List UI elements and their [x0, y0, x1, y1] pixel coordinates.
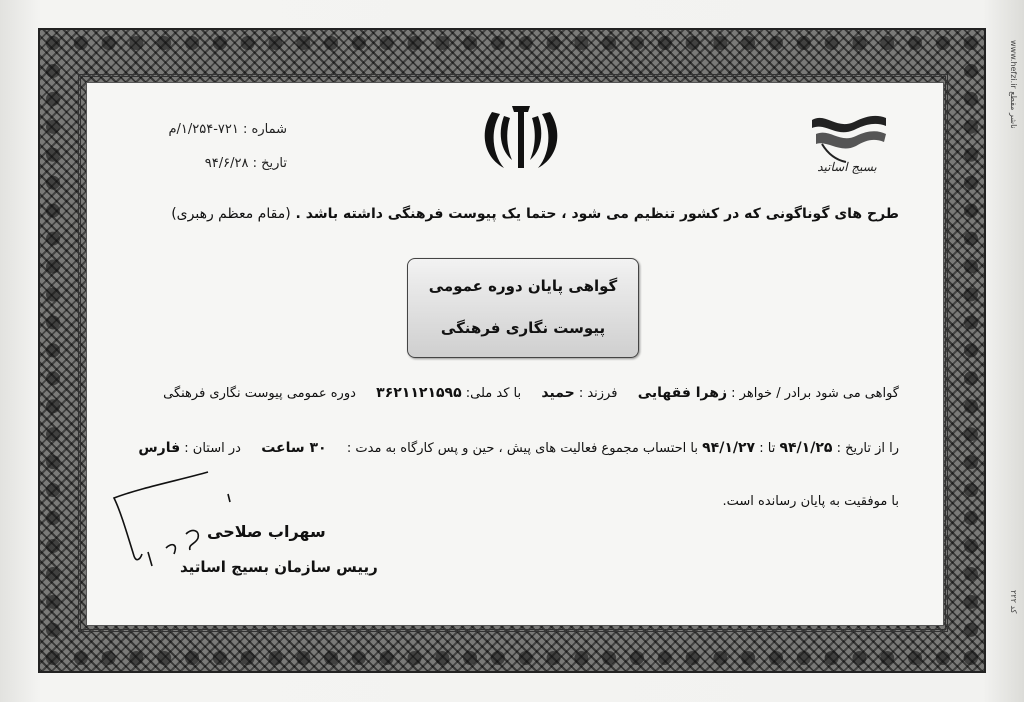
certificate-title-box: [407, 258, 639, 358]
side-publisher-text: www.hefzi.ir ناشر مقطع: [1009, 40, 1018, 129]
body-line-1: [163, 385, 899, 401]
iran-emblem-icon: [478, 100, 564, 176]
intro-text: گواهی می شود برادر / خواهر :: [731, 386, 899, 401]
side-code-text: کد ۲۲۲: [1009, 590, 1018, 614]
quote-text: طرح های گوناگونی که در کشور تنظیم می شود ، حتما یک پیوست فرهنگی داشته باشد .: [295, 206, 899, 222]
to-label: تا :: [759, 441, 776, 456]
body-line-2: [138, 440, 899, 456]
quote-source: (مقام معظم رهبری): [171, 206, 291, 222]
province: فارس: [138, 440, 181, 456]
body-line-3: با موفقیت به پایان رسانده است.: [722, 494, 899, 509]
logo-caption: بسیج اساتید: [817, 160, 877, 174]
reference-number: [168, 122, 287, 137]
recipient-name: زهرا فقهایی: [637, 385, 728, 401]
father-name: حمید: [541, 385, 575, 401]
number-label: شماره :: [243, 122, 287, 137]
national-id-label: با کد ملی:: [465, 386, 522, 401]
signer-title: رییس سازمان بسیج اساتید: [180, 558, 378, 576]
national-id: ۳۶۲۱۱۲۱۵۹۵: [376, 385, 462, 401]
certificate-title-line2: پیوست نگاری فرهنگی: [440, 319, 606, 337]
duration: ۳۰ ساعت: [261, 440, 327, 456]
from-date: ۹۴/۱/۲۵: [779, 440, 833, 456]
date-value: ۹۴/۶/۲۸: [204, 156, 249, 171]
activities-text: با احتساب مجموع فعالیت های پیش ، حین و پس کارگاه به مدت :: [346, 441, 698, 456]
province-label: در استان :: [184, 441, 241, 456]
to-date: ۹۴/۱/۲۷: [702, 440, 756, 456]
certificate-title-line1: گواهی پایان دوره عمومی: [428, 277, 618, 295]
child-of-label: فرزند :: [578, 386, 618, 401]
from-label: را از تاریخ :: [836, 441, 899, 456]
signer-name: سهراب صلاحی: [207, 522, 326, 541]
course-label: دوره عمومی پیوست نگاری فرهنگی: [163, 386, 356, 401]
leader-quote: [171, 206, 899, 222]
number-value: ۷۲۱-۱/۲۵۴/م: [168, 122, 239, 137]
date-label: تاریخ :: [252, 156, 287, 171]
reference-date: [205, 156, 287, 171]
